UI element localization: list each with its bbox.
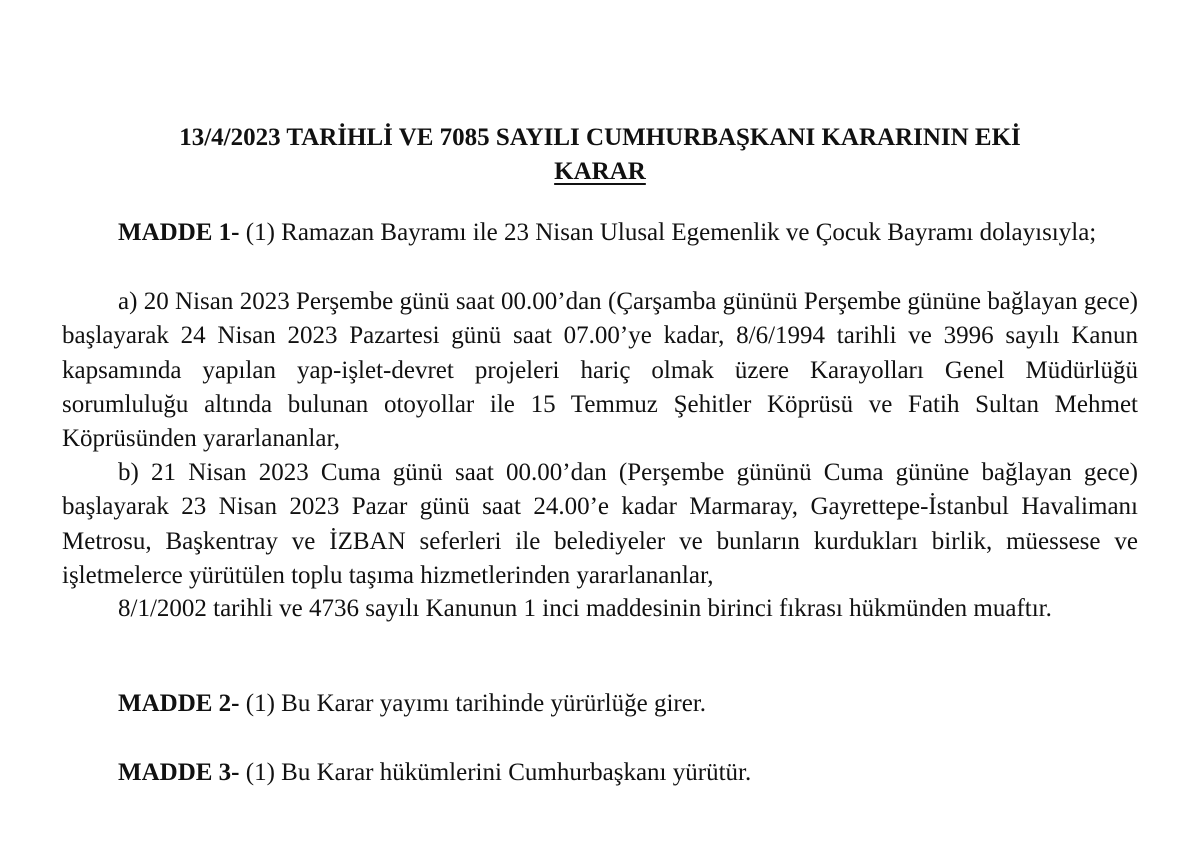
article-3 — [62, 756, 1138, 790]
article-1-closing: 8/1/2002 tarihli ve 4736 sayılı Kanunun 1 inci maddesinin birinci fıkrası hükmünden muaftır. — [118, 595, 1052, 622]
article-1-label: MADDE 1- — [118, 219, 240, 246]
article-3-label: MADDE 3- — [118, 759, 240, 786]
article-2-label: MADDE 2- — [118, 690, 240, 717]
article-1-item-b: b) 21 Nisan 2023 Cuma günü saat 00.00’dan (Perşembe gününü Cuma gününe bağlayan gece) başlayarak 23 Nisan 2023 Pazar günü saat 24.00’e kadar Marmaray, Gayrettepe-İstanbul Havalimanı Metrosu, Başkentray ve İZBAN seferleri ile belediyeler ve bunların kurdukları birlik, müessese ve işletmelerce yürütülen toplu taşıma hizmetlerinden yararlananlar, — [62, 459, 1138, 589]
article-2 — [62, 687, 1138, 721]
article-1-item-a: a) 20 Nisan 2023 Perşembe günü saat 00.00’dan (Çarşamba gününü Perşembe gününe bağlayan gece) başlayarak 24 Nisan 2023 Pazartesi günü saat 07.00’ye kadar, 8/6/1994 tarihli ve 3996 sayılı Kanun kapsamında yapılan yap-işlet-devret projeleri hariç olmak üzere Karayolları Genel Müdürlüğü sorumluluğu altında bulunan otoyollar ile 15 Temmuz Şehitler Köprüsü ve Fatih Sultan Mehmet Köprüsünden yararlananlar, — [62, 288, 1138, 453]
article-1-intro-text: (1) Ramazan Bayramı ile 23 Nisan Ulusal Egemenlik ve Çocuk Bayramı dolayısıyla; — [239, 219, 1097, 246]
article-1-intro — [62, 216, 1138, 250]
document-title: 13/4/2023 TARİHLİ VE 7085 SAYILI CUMHURBAŞKANI KARARININ EKİ — [179, 124, 1021, 151]
decree-page — [62, 0, 1138, 842]
article-3-text: (1) Bu Karar hükümlerini Cumhurbaşkanı yürütür. — [239, 759, 752, 786]
article-2-text: (1) Bu Karar yayımı tarihinde yürürlüğe girer. — [239, 690, 707, 717]
document-subtitle: KARAR — [554, 158, 646, 185]
